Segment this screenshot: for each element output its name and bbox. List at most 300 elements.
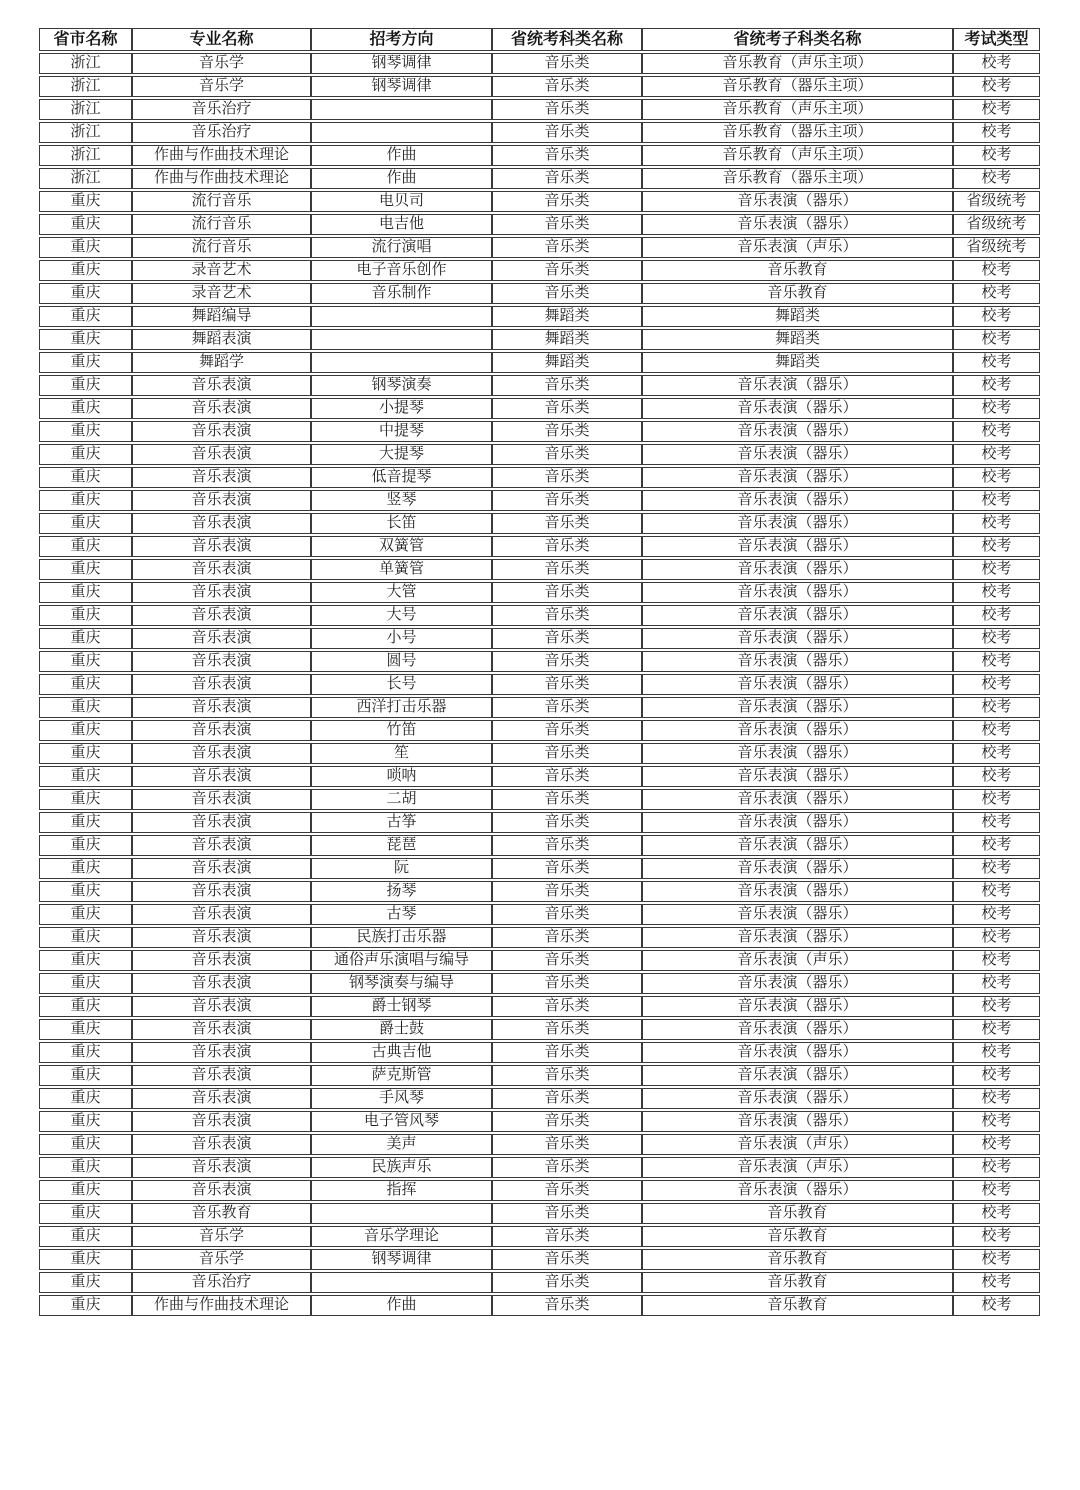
cell-direction: 古典吉他 — [311, 1042, 492, 1063]
cell-subcategory: 音乐教育（器乐主项） — [642, 168, 953, 189]
cell-province: 重庆 — [39, 559, 132, 580]
cell-category: 音乐类 — [492, 145, 642, 166]
table-row — [39, 283, 1040, 304]
cell-subcategory: 音乐教育（声乐主项） — [642, 99, 953, 120]
cell-exam-type: 校考 — [953, 812, 1040, 833]
cell-direction: 萨克斯管 — [311, 1065, 492, 1086]
header-cell-exam-type: 考试类型 — [953, 28, 1040, 51]
cell-exam-type: 校考 — [953, 490, 1040, 511]
cell-category: 音乐类 — [492, 789, 642, 810]
cell-category: 音乐类 — [492, 1042, 642, 1063]
cell-major: 音乐表演 — [132, 1042, 311, 1063]
cell-province: 重庆 — [39, 858, 132, 879]
table-row — [39, 973, 1040, 994]
cell-major: 音乐表演 — [132, 881, 311, 902]
cell-province: 重庆 — [39, 651, 132, 672]
cell-direction: 电子管风琴 — [311, 1111, 492, 1132]
cell-subcategory: 音乐表演（器乐） — [642, 720, 953, 741]
cell-major: 音乐表演 — [132, 904, 311, 925]
cell-major: 音乐表演 — [132, 927, 311, 948]
cell-direction: 古筝 — [311, 812, 492, 833]
cell-province: 重庆 — [39, 605, 132, 626]
cell-province: 重庆 — [39, 306, 132, 327]
cell-direction — [311, 352, 492, 373]
cell-category: 音乐类 — [492, 1295, 642, 1316]
cell-subcategory: 音乐教育（声乐主项） — [642, 53, 953, 74]
cell-category: 音乐类 — [492, 927, 642, 948]
cell-province: 重庆 — [39, 720, 132, 741]
cell-exam-type: 校考 — [953, 122, 1040, 143]
cell-direction: 钢琴演奏 — [311, 375, 492, 396]
cell-subcategory: 音乐教育 — [642, 1203, 953, 1224]
cell-province: 重庆 — [39, 697, 132, 718]
cell-major: 音乐治疗 — [132, 99, 311, 120]
cell-subcategory: 音乐表演（器乐） — [642, 1019, 953, 1040]
cell-category: 音乐类 — [492, 766, 642, 787]
cell-subcategory: 音乐教育（器乐主项） — [642, 76, 953, 97]
cell-province: 重庆 — [39, 812, 132, 833]
cell-direction: 古琴 — [311, 904, 492, 925]
cell-province: 重庆 — [39, 835, 132, 856]
cell-province: 重庆 — [39, 352, 132, 373]
cell-subcategory: 音乐表演（器乐） — [642, 1088, 953, 1109]
cell-exam-type: 校考 — [953, 1134, 1040, 1155]
table-row — [39, 260, 1040, 281]
table-row — [39, 1042, 1040, 1063]
table-row — [39, 145, 1040, 166]
cell-province: 重庆 — [39, 1226, 132, 1247]
header-cell-direction: 招考方向 — [311, 28, 492, 51]
cell-province: 浙江 — [39, 53, 132, 74]
cell-major: 音乐表演 — [132, 513, 311, 534]
cell-category: 音乐类 — [492, 1065, 642, 1086]
table-row — [39, 122, 1040, 143]
cell-category: 音乐类 — [492, 490, 642, 511]
cell-direction: 通俗声乐演唱与编导 — [311, 950, 492, 971]
cell-category: 音乐类 — [492, 835, 642, 856]
cell-category: 音乐类 — [492, 1226, 642, 1247]
cell-exam-type: 校考 — [953, 99, 1040, 120]
cell-subcategory: 音乐表演（器乐） — [642, 536, 953, 557]
table-row — [39, 996, 1040, 1017]
cell-major: 音乐表演 — [132, 398, 311, 419]
cell-category: 音乐类 — [492, 214, 642, 235]
cell-province: 浙江 — [39, 168, 132, 189]
cell-category: 音乐类 — [492, 720, 642, 741]
table-row — [39, 789, 1040, 810]
cell-subcategory: 音乐表演（器乐） — [642, 605, 953, 626]
cell-direction: 长号 — [311, 674, 492, 695]
cell-subcategory: 音乐表演（器乐） — [642, 582, 953, 603]
cell-exam-type: 校考 — [953, 559, 1040, 580]
cell-exam-type: 校考 — [953, 628, 1040, 649]
cell-major: 音乐学 — [132, 1226, 311, 1247]
cell-direction: 爵士鼓 — [311, 1019, 492, 1040]
cell-province: 重庆 — [39, 927, 132, 948]
cell-direction: 美声 — [311, 1134, 492, 1155]
cell-subcategory: 音乐教育 — [642, 1249, 953, 1270]
cell-category: 音乐类 — [492, 904, 642, 925]
cell-exam-type: 校考 — [953, 352, 1040, 373]
cell-exam-type: 校考 — [953, 927, 1040, 948]
table-row — [39, 490, 1040, 511]
table-row — [39, 1272, 1040, 1293]
cell-category: 舞蹈类 — [492, 329, 642, 350]
table-row — [39, 306, 1040, 327]
cell-category: 音乐类 — [492, 444, 642, 465]
table-row — [39, 1180, 1040, 1201]
cell-exam-type: 校考 — [953, 306, 1040, 327]
cell-province: 重庆 — [39, 444, 132, 465]
cell-major: 音乐表演 — [132, 973, 311, 994]
cell-subcategory: 音乐表演（器乐） — [642, 421, 953, 442]
cell-major: 舞蹈表演 — [132, 329, 311, 350]
cell-category: 音乐类 — [492, 1134, 642, 1155]
cell-subcategory: 音乐表演（器乐） — [642, 858, 953, 879]
table-row — [39, 1134, 1040, 1155]
cell-province: 重庆 — [39, 490, 132, 511]
table-row — [39, 628, 1040, 649]
cell-exam-type: 校考 — [953, 329, 1040, 350]
cell-major: 音乐表演 — [132, 559, 311, 580]
table-row — [39, 191, 1040, 212]
cell-exam-type: 校考 — [953, 283, 1040, 304]
cell-subcategory: 音乐教育 — [642, 1272, 953, 1293]
cell-major: 音乐表演 — [132, 674, 311, 695]
cell-exam-type: 校考 — [953, 53, 1040, 74]
cell-category: 音乐类 — [492, 122, 642, 143]
cell-province: 重庆 — [39, 674, 132, 695]
cell-direction: 扬琴 — [311, 881, 492, 902]
cell-province: 重庆 — [39, 536, 132, 557]
cell-province: 重庆 — [39, 1065, 132, 1086]
cell-direction: 笙 — [311, 743, 492, 764]
cell-exam-type: 校考 — [953, 904, 1040, 925]
cell-subcategory: 舞蹈类 — [642, 352, 953, 373]
cell-province: 重庆 — [39, 237, 132, 258]
table-row — [39, 168, 1040, 189]
cell-subcategory: 音乐表演（声乐） — [642, 950, 953, 971]
cell-province: 浙江 — [39, 122, 132, 143]
table-row — [39, 375, 1040, 396]
cell-subcategory: 音乐表演（器乐） — [642, 467, 953, 488]
cell-subcategory: 音乐教育 — [642, 1295, 953, 1316]
cell-subcategory: 舞蹈类 — [642, 329, 953, 350]
table-row — [39, 766, 1040, 787]
cell-province: 重庆 — [39, 628, 132, 649]
cell-major: 音乐表演 — [132, 467, 311, 488]
cell-subcategory: 音乐表演（器乐） — [642, 743, 953, 764]
cell-direction: 单簧管 — [311, 559, 492, 580]
cell-subcategory: 音乐表演（器乐） — [642, 398, 953, 419]
cell-subcategory: 舞蹈类 — [642, 306, 953, 327]
cell-province: 重庆 — [39, 283, 132, 304]
cell-subcategory: 音乐表演（器乐） — [642, 996, 953, 1017]
table-row — [39, 812, 1040, 833]
cell-category: 音乐类 — [492, 536, 642, 557]
cell-exam-type: 校考 — [953, 421, 1040, 442]
table-row — [39, 329, 1040, 350]
cell-category: 音乐类 — [492, 99, 642, 120]
table-row — [39, 1295, 1040, 1316]
cell-subcategory: 音乐表演（声乐） — [642, 1157, 953, 1178]
cell-category: 音乐类 — [492, 697, 642, 718]
cell-major: 音乐表演 — [132, 1134, 311, 1155]
cell-exam-type: 校考 — [953, 996, 1040, 1017]
cell-category: 音乐类 — [492, 283, 642, 304]
cell-category: 音乐类 — [492, 881, 642, 902]
cell-category: 音乐类 — [492, 743, 642, 764]
cell-direction: 流行演唱 — [311, 237, 492, 258]
cell-subcategory: 音乐教育 — [642, 260, 953, 281]
cell-direction: 竖琴 — [311, 490, 492, 511]
cell-category: 音乐类 — [492, 605, 642, 626]
cell-category: 舞蹈类 — [492, 352, 642, 373]
cell-direction — [311, 1203, 492, 1224]
table-row — [39, 1157, 1040, 1178]
table-row — [39, 536, 1040, 557]
cell-subcategory: 音乐表演（器乐） — [642, 1111, 953, 1132]
cell-major: 音乐表演 — [132, 444, 311, 465]
cell-exam-type: 校考 — [953, 1065, 1040, 1086]
cell-major: 音乐治疗 — [132, 122, 311, 143]
cell-direction: 二胡 — [311, 789, 492, 810]
cell-direction: 钢琴调律 — [311, 1249, 492, 1270]
cell-direction: 音乐制作 — [311, 283, 492, 304]
cell-province: 重庆 — [39, 1134, 132, 1155]
table-row — [39, 697, 1040, 718]
table-header — [39, 28, 1040, 51]
cell-major: 音乐表演 — [132, 1180, 311, 1201]
cell-category: 音乐类 — [492, 674, 642, 695]
cell-exam-type: 校考 — [953, 950, 1040, 971]
cell-direction: 电子音乐创作 — [311, 260, 492, 281]
table-row — [39, 513, 1040, 534]
table-row — [39, 99, 1040, 120]
cell-major: 流行音乐 — [132, 191, 311, 212]
cell-major: 录音艺术 — [132, 283, 311, 304]
cell-major: 音乐表演 — [132, 743, 311, 764]
cell-major: 音乐表演 — [132, 996, 311, 1017]
header-cell-category: 省统考科类名称 — [492, 28, 642, 51]
cell-direction: 圆号 — [311, 651, 492, 672]
cell-category: 音乐类 — [492, 168, 642, 189]
header-row — [39, 28, 1040, 51]
cell-direction: 指挥 — [311, 1180, 492, 1201]
cell-major: 音乐表演 — [132, 835, 311, 856]
table-row — [39, 904, 1040, 925]
cell-subcategory: 音乐表演（器乐） — [642, 1065, 953, 1086]
cell-major: 音乐表演 — [132, 720, 311, 741]
cell-category: 音乐类 — [492, 76, 642, 97]
cell-exam-type: 校考 — [953, 1088, 1040, 1109]
cell-subcategory: 音乐表演（器乐） — [642, 375, 953, 396]
table-row — [39, 858, 1040, 879]
cell-major: 音乐表演 — [132, 1065, 311, 1086]
cell-province: 重庆 — [39, 950, 132, 971]
table-row — [39, 352, 1040, 373]
table-row — [39, 444, 1040, 465]
cell-major: 音乐表演 — [132, 950, 311, 971]
table-body — [39, 53, 1040, 1316]
cell-province: 重庆 — [39, 881, 132, 902]
cell-major: 音乐表演 — [132, 1157, 311, 1178]
cell-direction: 双簧管 — [311, 536, 492, 557]
cell-exam-type: 校考 — [953, 697, 1040, 718]
cell-subcategory: 音乐教育 — [642, 283, 953, 304]
cell-exam-type: 校考 — [953, 1226, 1040, 1247]
cell-subcategory: 音乐表演（器乐） — [642, 1042, 953, 1063]
cell-major: 音乐教育 — [132, 1203, 311, 1224]
cell-exam-type: 省级统考 — [953, 191, 1040, 212]
table-row — [39, 927, 1040, 948]
cell-category: 舞蹈类 — [492, 306, 642, 327]
cell-exam-type: 校考 — [953, 582, 1040, 603]
cell-subcategory: 音乐教育（声乐主项） — [642, 145, 953, 166]
cell-province: 浙江 — [39, 145, 132, 166]
cell-major: 作曲与作曲技术理论 — [132, 145, 311, 166]
cell-major: 音乐表演 — [132, 1111, 311, 1132]
table-row — [39, 398, 1040, 419]
table-row — [39, 559, 1040, 580]
cell-major: 音乐表演 — [132, 789, 311, 810]
cell-direction: 小号 — [311, 628, 492, 649]
cell-major: 音乐表演 — [132, 1088, 311, 1109]
exam-categories-table — [39, 26, 1040, 1318]
cell-direction: 钢琴调律 — [311, 53, 492, 74]
table-row — [39, 582, 1040, 603]
cell-category: 音乐类 — [492, 398, 642, 419]
cell-exam-type: 校考 — [953, 973, 1040, 994]
cell-exam-type: 校考 — [953, 536, 1040, 557]
cell-exam-type: 校考 — [953, 1042, 1040, 1063]
cell-exam-type: 校考 — [953, 513, 1040, 534]
cell-province: 重庆 — [39, 973, 132, 994]
cell-province: 重庆 — [39, 582, 132, 603]
cell-province: 重庆 — [39, 1111, 132, 1132]
cell-exam-type: 校考 — [953, 260, 1040, 281]
cell-subcategory: 音乐表演（器乐） — [642, 191, 953, 212]
cell-major: 音乐学 — [132, 76, 311, 97]
cell-province: 重庆 — [39, 1042, 132, 1063]
cell-major: 音乐表演 — [132, 582, 311, 603]
table-row — [39, 1203, 1040, 1224]
table-row — [39, 674, 1040, 695]
cell-direction: 中提琴 — [311, 421, 492, 442]
cell-direction: 西洋打击乐器 — [311, 697, 492, 718]
table-row — [39, 743, 1040, 764]
cell-direction — [311, 306, 492, 327]
cell-subcategory: 音乐表演（声乐） — [642, 237, 953, 258]
table-row — [39, 1111, 1040, 1132]
cell-exam-type: 校考 — [953, 720, 1040, 741]
cell-subcategory: 音乐表演（器乐） — [642, 835, 953, 856]
cell-exam-type: 校考 — [953, 145, 1040, 166]
cell-major: 录音艺术 — [132, 260, 311, 281]
table-row — [39, 1226, 1040, 1247]
cell-province: 重庆 — [39, 191, 132, 212]
cell-major: 音乐表演 — [132, 651, 311, 672]
cell-exam-type: 校考 — [953, 1203, 1040, 1224]
cell-exam-type: 校考 — [953, 766, 1040, 787]
cell-subcategory: 音乐表演（声乐） — [642, 1134, 953, 1155]
cell-major: 作曲与作曲技术理论 — [132, 1295, 311, 1316]
cell-category: 音乐类 — [492, 1157, 642, 1178]
cell-subcategory: 音乐表演（器乐） — [642, 697, 953, 718]
cell-major: 音乐学 — [132, 53, 311, 74]
cell-major: 流行音乐 — [132, 214, 311, 235]
cell-exam-type: 校考 — [953, 789, 1040, 810]
cell-major: 音乐学 — [132, 1249, 311, 1270]
cell-province: 重庆 — [39, 467, 132, 488]
cell-major: 音乐表演 — [132, 766, 311, 787]
cell-exam-type: 校考 — [953, 76, 1040, 97]
cell-category: 音乐类 — [492, 1203, 642, 1224]
cell-exam-type: 校考 — [953, 375, 1040, 396]
table-row — [39, 835, 1040, 856]
cell-category: 音乐类 — [492, 260, 642, 281]
cell-direction — [311, 329, 492, 350]
cell-direction: 手风琴 — [311, 1088, 492, 1109]
cell-subcategory: 音乐表演（器乐） — [642, 1180, 953, 1201]
cell-direction: 小提琴 — [311, 398, 492, 419]
cell-province: 浙江 — [39, 76, 132, 97]
cell-exam-type: 校考 — [953, 651, 1040, 672]
cell-major: 音乐表演 — [132, 375, 311, 396]
exam-table-container — [39, 26, 1040, 1318]
cell-exam-type: 校考 — [953, 1249, 1040, 1270]
cell-exam-type: 校考 — [953, 467, 1040, 488]
cell-province: 重庆 — [39, 1272, 132, 1293]
cell-exam-type: 校考 — [953, 444, 1040, 465]
cell-direction: 钢琴演奏与编导 — [311, 973, 492, 994]
cell-direction: 电贝司 — [311, 191, 492, 212]
table-row — [39, 1249, 1040, 1270]
cell-major: 音乐表演 — [132, 812, 311, 833]
cell-province: 重庆 — [39, 398, 132, 419]
table-row — [39, 720, 1040, 741]
cell-category: 音乐类 — [492, 237, 642, 258]
table-row — [39, 605, 1040, 626]
cell-exam-type: 省级统考 — [953, 214, 1040, 235]
cell-category: 音乐类 — [492, 559, 642, 580]
cell-major: 音乐表演 — [132, 490, 311, 511]
cell-direction: 竹笛 — [311, 720, 492, 741]
cell-direction: 音乐学理论 — [311, 1226, 492, 1247]
table-row — [39, 214, 1040, 235]
table-row — [39, 421, 1040, 442]
cell-exam-type: 校考 — [953, 743, 1040, 764]
table-row — [39, 1088, 1040, 1109]
header-cell-major: 专业名称 — [132, 28, 311, 51]
cell-category: 音乐类 — [492, 191, 642, 212]
cell-category: 音乐类 — [492, 628, 642, 649]
cell-province: 重庆 — [39, 375, 132, 396]
table-row — [39, 950, 1040, 971]
cell-subcategory: 音乐表演（器乐） — [642, 973, 953, 994]
table-row — [39, 237, 1040, 258]
cell-category: 音乐类 — [492, 1180, 642, 1201]
cell-subcategory: 音乐教育（器乐主项） — [642, 122, 953, 143]
cell-exam-type: 校考 — [953, 168, 1040, 189]
cell-major: 音乐表演 — [132, 421, 311, 442]
cell-province: 重庆 — [39, 743, 132, 764]
cell-province: 重庆 — [39, 1019, 132, 1040]
cell-category: 音乐类 — [492, 651, 642, 672]
cell-category: 音乐类 — [492, 1272, 642, 1293]
cell-province: 重庆 — [39, 766, 132, 787]
cell-subcategory: 音乐表演（器乐） — [642, 881, 953, 902]
